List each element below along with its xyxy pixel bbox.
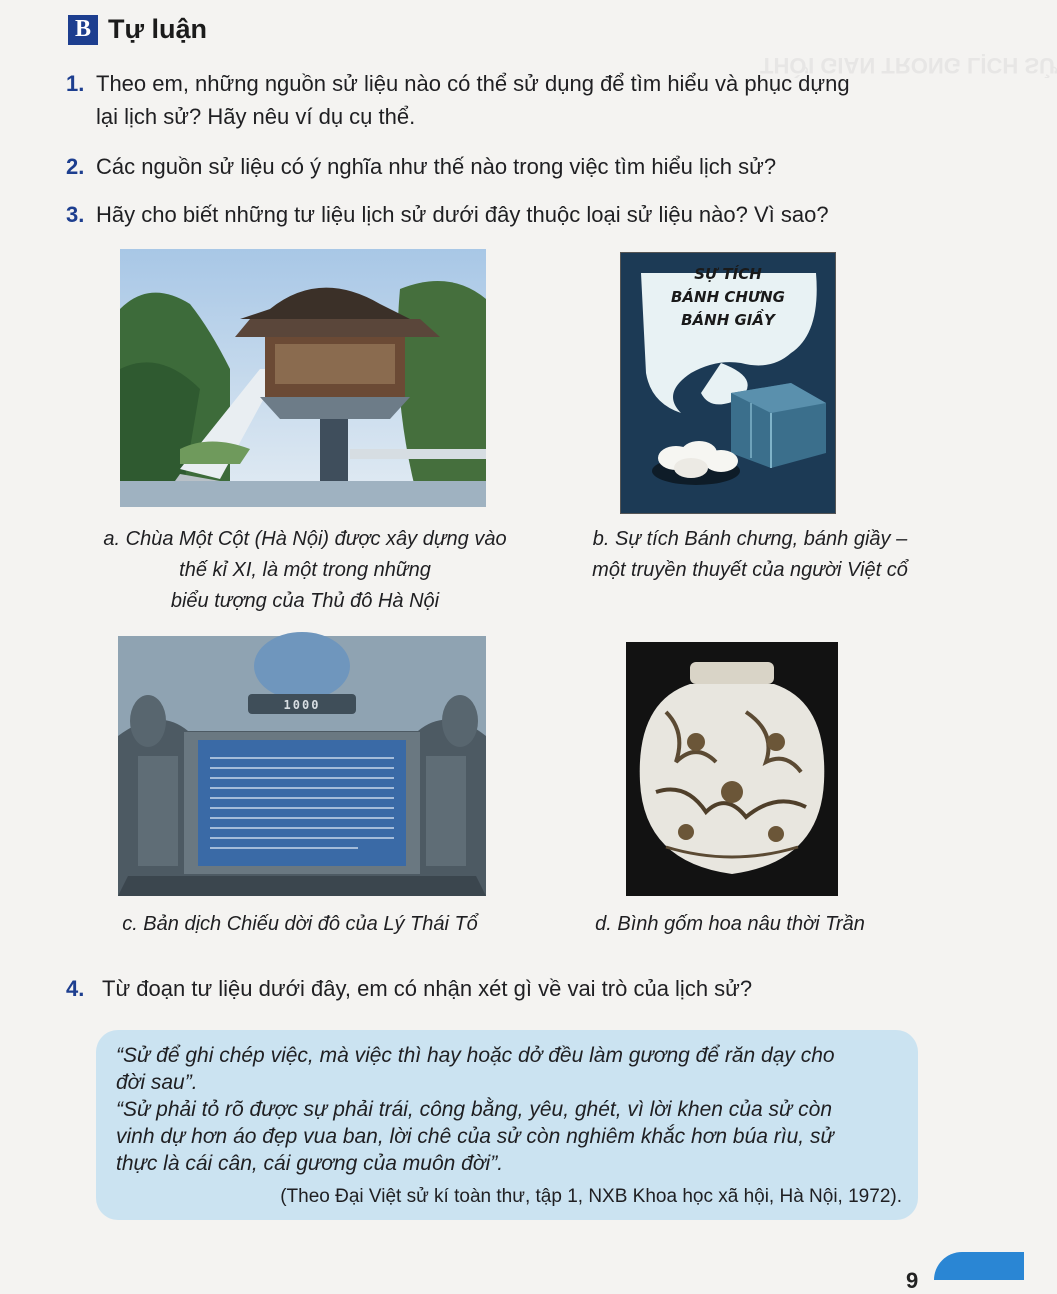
question-text: Các nguồn sử liệu có ý nghĩa như thế nào trong việc tìm hiểu lịch sử?	[96, 154, 777, 179]
photo-one-pillar-pagoda	[120, 249, 486, 507]
question-number: 4.	[66, 976, 85, 1001]
question-1	[66, 67, 946, 133]
question-text: Theo em, những nguồn sử liệu nào có thể sử dụng để tìm hiểu và phục dựng	[96, 71, 850, 96]
section-badge: B	[68, 15, 98, 45]
question-number: 1.	[66, 71, 85, 96]
stele-number: 1000	[283, 698, 321, 712]
cover-title: SỰ TÍCH BÁNH CHƯNG BÁNH GIẦY	[671, 265, 785, 329]
page-corner-tab	[934, 1252, 1024, 1280]
question-2	[66, 150, 946, 183]
question-number: 3.	[66, 202, 85, 227]
show-through-text: THỜI GIAN TRONG LỊCH SỬ	[760, 53, 1057, 78]
caption-c: c. Bản dịch Chiếu dời đô của Lý Thái Tổ	[122, 913, 478, 935]
caption-a: a. Chùa Một Cột (Hà Nội) được xây dựng vào thế kỉ XI, là một trong những biểu tượng của Thủ đô Hà Nội	[103, 528, 507, 612]
caption-b: b. Sự tích Bánh chưng, bánh giầy – một truyền thuyết của người Việt cổ	[592, 528, 908, 581]
section-header	[68, 14, 207, 45]
page-number: 9	[906, 1268, 919, 1293]
question-3	[66, 198, 946, 231]
quote-text: “Sử để ghi chép việc, mà việc thì hay hoặc dở đều làm gương để răn dạy cho đời sau”. “Sử phải tỏ rõ được sự phải trái, công bằng, yêu, ghét, vì lời khen của sử còn vinh dự hơn áo đẹp vua ban, lời chê của sử còn nghiêm khắc hơn búa rìu, sử thực là cái cân, cái gương của muôn đời”.	[116, 1044, 835, 1175]
illustration-banh-chung-legend	[620, 252, 836, 514]
question-number: 2.	[66, 154, 85, 179]
photo-ceramic-jar	[626, 642, 838, 896]
question-text: Từ đoạn tư liệu dưới đây, em có nhận xét gì về vai trò của lịch sử?	[102, 976, 753, 1001]
question-text-cont: lại lịch sử? Hãy nêu ví dụ cụ thể.	[96, 104, 416, 129]
quote-source: (Theo Đại Việt sử kí toàn thư, tập 1, NXB Khoa học xã hội, Hà Nội, 1972).	[280, 1186, 902, 1207]
section-title: Tự luận	[108, 14, 208, 44]
photo-edict-stele	[118, 636, 486, 896]
question-4	[66, 972, 946, 1005]
question-text: Hãy cho biết những tư liệu lịch sử dưới đây thuộc loại sử liệu nào? Vì sao?	[96, 202, 829, 227]
caption-d: d. Bình gốm hoa nâu thời Trần	[595, 913, 865, 935]
